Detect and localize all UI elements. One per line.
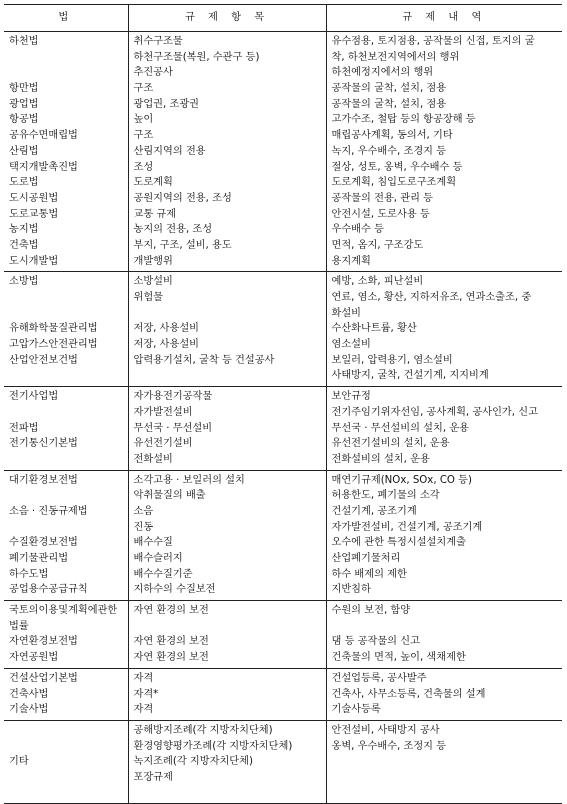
regulation-detail: 공작물의 굴착, 설치, 점용 <box>331 83 447 95</box>
law-cell <box>4 272 128 387</box>
regulation-detail-cell <box>326 601 562 669</box>
law-name: 기타 <box>9 756 29 768</box>
regulation-item: 진동 <box>133 521 154 533</box>
law-name: 건축사법 <box>9 688 49 700</box>
law-name: 도로법 <box>9 177 39 189</box>
regulation-detail: 공작물의 굴착, 설치, 점용 <box>331 98 447 110</box>
regulation-detail: 보일러, 압력용기, 염소설비 <box>331 354 453 366</box>
law-name: 고압가스안전관리법 <box>9 339 98 351</box>
regulation-item: 배수수질 <box>133 537 173 549</box>
law-name: 소음 · 진동규제법 <box>9 505 88 517</box>
law-name: 도시공원법 <box>9 192 59 204</box>
law-name: 공업용수공급규칙 <box>9 584 88 596</box>
regulation-item-cell <box>128 272 326 387</box>
regulation-detail: 공작물의 전용, 관리 등 <box>331 192 434 204</box>
regulation-item: 농지의 전용, 조성 <box>133 224 213 236</box>
regulation-item: 저장, 사용설비 <box>133 323 200 335</box>
regulation-item <box>134 368 323 384</box>
regulation-detail-cell <box>326 720 562 803</box>
table-row <box>4 32 562 272</box>
regulation-item <box>134 619 323 635</box>
law-name <box>9 290 125 306</box>
regulation-item: 무선국 · 무선설비 <box>133 422 213 434</box>
regulation-item: 취수구조물 <box>133 36 183 47</box>
law-name <box>9 306 125 322</box>
law-name: 기술사법 <box>9 704 49 716</box>
regulation-item: 자연 환경의 보전 <box>133 636 209 648</box>
regulation-item: 배수수질기준 <box>133 568 193 580</box>
law-name: 공유수면매립법 <box>9 130 78 142</box>
regulation-item: 녹지조례(각 지방자치단체) <box>133 756 253 768</box>
law-name: 농지법 <box>9 224 39 236</box>
regulation-item: 소음 <box>133 505 154 517</box>
law-name <box>9 50 125 66</box>
header-law: 법 <box>4 5 128 32</box>
regulation-item: 자가용전기공작물 <box>133 391 213 403</box>
law-name: 광업법 <box>9 98 39 110</box>
regulation-item: 하천구조물(복원, 수관구 등) <box>133 51 260 63</box>
regulation-item: 자격* <box>133 688 159 700</box>
regulation-item: 악취물질의 배출 <box>133 490 206 502</box>
law-name: 산림법 <box>9 145 39 157</box>
law-name <box>9 405 125 421</box>
regulation-item: 높이 <box>133 114 154 126</box>
table-row <box>4 387 562 470</box>
regulation-detail: 착, 하천보전지역에서의 행위 <box>331 51 460 63</box>
regulation-item-cell <box>128 470 326 601</box>
regulation-detail: 도로계획, 침입도로구조계획 <box>331 177 457 189</box>
regulation-detail <box>332 619 560 635</box>
law-name: 자연환경보전법 <box>9 636 78 648</box>
header-regulation-detail: 규 제 내 역 <box>326 5 562 32</box>
regulation-detail <box>332 786 560 802</box>
law-cell <box>4 601 128 669</box>
regulation-detail: 매연기규제(NOx, SOx, CO 등) <box>331 474 473 486</box>
regulation-table <box>4 4 562 804</box>
regulation-detail: 용지계획 <box>331 255 371 267</box>
regulation-detail: 댐 등 공작물의 신고 <box>331 636 420 648</box>
law-cell <box>4 32 128 272</box>
law-name: 폐기물관리법 <box>9 553 69 564</box>
law-name: 도시개발법 <box>9 255 59 267</box>
regulation-detail-cell <box>326 272 562 387</box>
regulation-item: 조성 <box>133 161 154 173</box>
regulation-detail: 우수배수 등 <box>331 224 384 236</box>
law-name: 택지개발촉진법 <box>9 161 78 173</box>
regulation-detail: 유선전기설비의 설치, 운용 <box>331 438 450 450</box>
law-name: 건설산업기본법 <box>9 672 78 684</box>
regulation-item: 압력용기설치, 굴착 등 건설공사 <box>133 354 275 366</box>
regulation-detail <box>332 770 560 786</box>
regulation-item <box>134 306 323 322</box>
law-name <box>9 520 125 536</box>
regulation-detail-cell <box>326 668 562 720</box>
regulation-detail: 산업폐기물처리 <box>331 553 401 564</box>
regulation-detail: 염소설비 <box>331 339 371 351</box>
regulation-detail: 지반침하 <box>331 584 371 596</box>
law-name <box>9 368 125 384</box>
regulation-detail: 기술사등록 <box>331 704 381 716</box>
table-body <box>4 32 562 804</box>
law-name: 항공법 <box>9 114 39 126</box>
regulation-item: 저장, 사용설비 <box>133 339 200 351</box>
regulation-item <box>134 786 323 802</box>
regulation-item: 산림지역의 전용 <box>133 145 206 157</box>
regulation-detail: 예방, 소화, 피난설비 <box>331 276 424 288</box>
table-row <box>4 601 562 669</box>
regulation-detail: 사태방지, 굴착, 건설기계, 지지비계 <box>331 370 489 382</box>
regulation-item: 자격 <box>133 672 154 684</box>
regulation-item: 광업권, 조광권 <box>133 98 200 110</box>
regulation-item: 교통 규제 <box>133 208 177 220</box>
law-name: 소방법 <box>9 276 39 288</box>
regulation-detail: 안전시설, 도로사용 등 <box>331 208 430 220</box>
law-name: 도로교통법 <box>9 208 59 220</box>
regulation-detail: 무선국 · 무선설비의 설치, 운용 <box>331 422 470 434</box>
regulation-item: 자가발전설비 <box>133 406 193 418</box>
law-name: 국토의이용및계획에관한 <box>9 605 118 617</box>
law-name <box>9 739 125 755</box>
regulation-detail: 매립공사계획, 동의서, 기타 <box>331 130 453 142</box>
law-name: 법률 <box>9 620 29 632</box>
regulation-detail-cell <box>326 32 562 272</box>
regulation-detail: 전화설비의 설치, 운용 <box>331 453 430 465</box>
regulation-detail <box>332 754 560 770</box>
law-name: 항만법 <box>9 83 39 95</box>
regulation-item: 구조 <box>133 130 154 142</box>
regulation-detail: 건축사, 사무소등록, 건축물의 설계 <box>331 688 486 700</box>
regulation-item: 자격 <box>133 704 154 716</box>
law-name: 대기환경보전법 <box>9 474 78 486</box>
regulation-detail: 수산화나트륨, 황산 <box>331 323 417 335</box>
law-name: 전파법 <box>9 422 39 434</box>
regulation-item: 유선전기설비 <box>133 438 193 450</box>
regulation-detail: 보안규정 <box>331 391 371 403</box>
regulation-item: 공해방지조례(각 지방자치단체) <box>133 724 273 736</box>
regulation-detail: 전기주임기위자선임, 공사계획, 공사인가, 신고 <box>331 406 538 418</box>
regulation-item: 자연 환경의 보전 <box>133 605 209 617</box>
law-name: 하수도법 <box>9 568 49 580</box>
regulation-item: 포장규제 <box>133 771 173 783</box>
regulation-detail: 하천예정지에서의 행위 <box>331 67 434 79</box>
law-cell <box>4 720 128 803</box>
regulation-item-cell <box>128 387 326 470</box>
law-name: 유해화학물질관리법 <box>9 323 98 335</box>
table-row <box>4 272 562 387</box>
regulation-item-cell <box>128 601 326 669</box>
regulation-detail: 오수에 관한 특정시설설치계출 <box>331 537 466 549</box>
table-row <box>4 720 562 803</box>
regulation-item: 소각고용 · 보일러의 설치 <box>133 474 245 486</box>
regulation-item-cell <box>128 32 326 272</box>
law-name: 건축법 <box>9 239 39 251</box>
regulation-detail: 연료, 염소, 황산, 지하저유조, 연과소출조, 중 <box>331 292 532 303</box>
regulation-detail: 녹지, 우수배수, 조경지 등 <box>331 145 447 157</box>
regulation-detail: 허용한도, 폐기물의 소각 <box>331 490 440 502</box>
law-cell <box>4 668 128 720</box>
regulation-item: 부지, 구조, 설비, 용도 <box>133 239 232 251</box>
table-row <box>4 470 562 601</box>
regulation-detail: 절상, 성토, 옹벽, 우수배수 등 <box>331 161 463 173</box>
regulation-item: 배수슬러지 <box>133 553 183 564</box>
regulation-detail: 하수 배제의 제한 <box>331 568 407 580</box>
law-name <box>9 770 125 786</box>
regulation-detail: 안전설비, 사태방지 공사 <box>331 724 440 736</box>
regulation-detail-cell <box>326 470 562 601</box>
law-name: 전기사업법 <box>9 391 59 403</box>
regulation-detail: 건설기계, 공조기계 <box>331 505 417 517</box>
regulation-detail: 건축물의 면적, 높이, 색채제한 <box>331 652 466 664</box>
law-name <box>9 65 125 81</box>
law-name: 자연공원법 <box>9 652 59 664</box>
regulation-item-cell <box>128 668 326 720</box>
regulation-item: 추진공사 <box>133 67 173 79</box>
regulation-detail: 자가발전설비, 건설기계, 공조기계 <box>331 521 483 533</box>
law-name: 전기통신기본법 <box>9 438 78 450</box>
regulation-item: 지하수의 수질보전 <box>133 584 216 596</box>
regulation-detail: 수원의 보전, 함양 <box>331 605 411 617</box>
regulation-detail-cell <box>326 387 562 470</box>
regulation-detail: 화설비 <box>331 307 362 319</box>
regulation-item: 도로계획 <box>133 177 173 189</box>
regulation-detail: 면적, 옴지, 구조강도 <box>331 239 424 251</box>
regulation-item: 공원지역의 전용, 조성 <box>133 192 232 204</box>
table-row <box>4 668 562 720</box>
regulation-item: 자연 환경의 보전 <box>133 652 209 664</box>
law-name: 산업안전보건법 <box>9 354 78 366</box>
law-name <box>9 786 125 802</box>
regulation-detail: 고가수조, 철탑 등의 항공장해 등 <box>331 114 476 126</box>
law-name: 하천법 <box>9 36 39 47</box>
regulation-item: 개발행위 <box>133 255 173 267</box>
regulation-item: 구조 <box>133 83 154 95</box>
regulation-item: 위험물 <box>133 292 164 303</box>
regulation-item-cell <box>128 720 326 803</box>
law-name <box>9 452 125 468</box>
law-cell <box>4 470 128 601</box>
header-regulation-item: 규 제 항 목 <box>128 5 326 32</box>
law-cell <box>4 387 128 470</box>
regulation-detail: 건설업등록, 공사발주 <box>331 672 427 684</box>
regulation-detail: 유수점용, 토지점용, 공작물의 신접, 토지의 굴 <box>331 36 535 47</box>
regulation-item: 전화설비 <box>133 453 173 465</box>
regulation-item: 환경영향평가조례(각 지방자치단체) <box>133 740 293 752</box>
regulation-detail: 옹벽, 우수배수, 조정지 등 <box>331 740 447 752</box>
law-name <box>9 488 125 504</box>
regulation-item: 소방설비 <box>133 276 173 288</box>
law-name: 수질환경보전법 <box>9 537 78 549</box>
law-name <box>9 723 125 739</box>
table-header-row <box>4 5 562 32</box>
